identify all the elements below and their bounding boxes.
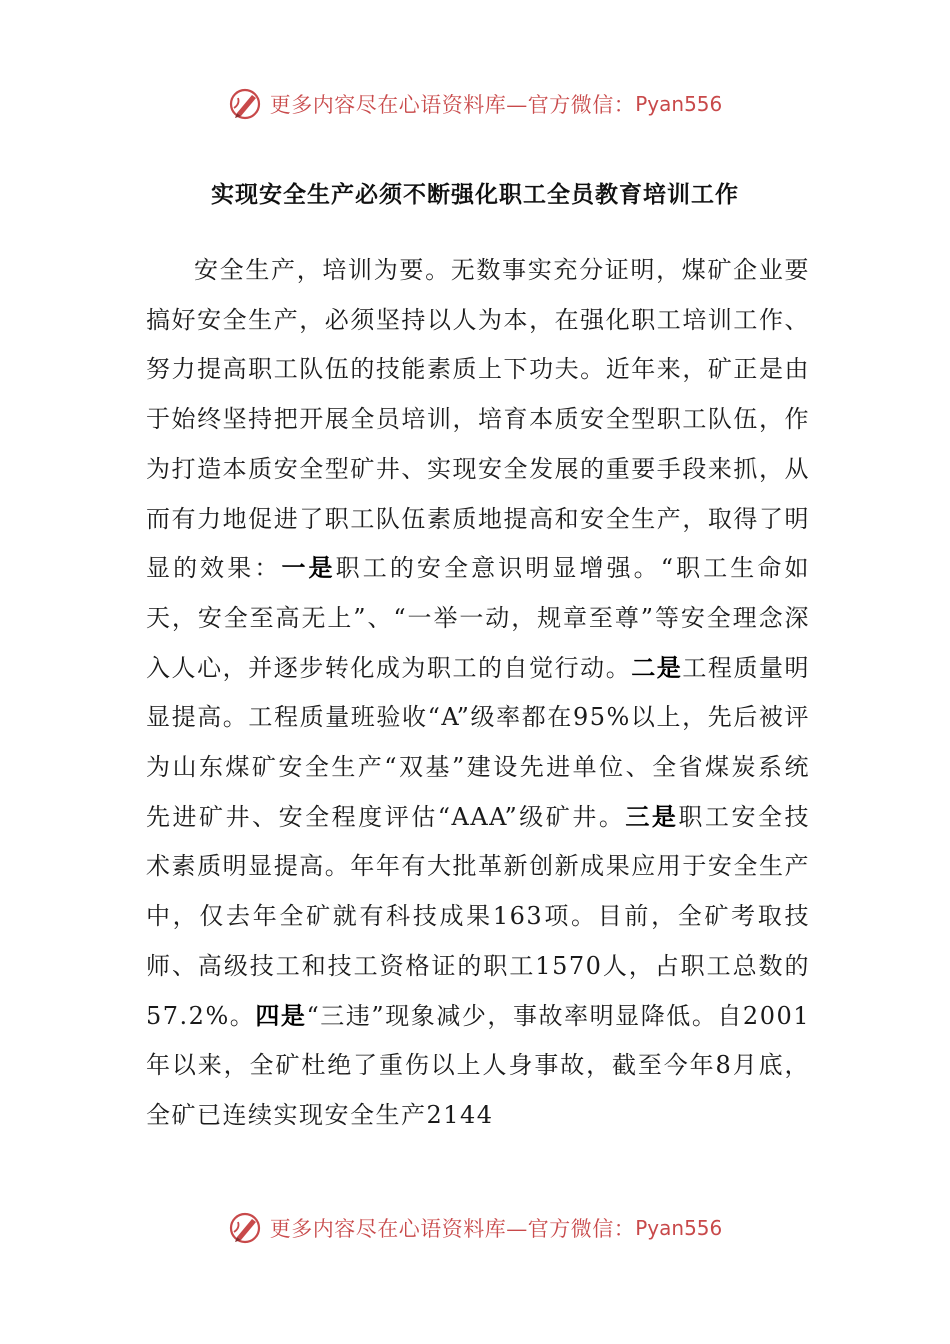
banner-wechat-id: Pyan556 (635, 1216, 723, 1240)
pen-logo-icon (228, 1210, 264, 1246)
paragraph-text: 工程质量明显提高。工程质量班验收“A”级率都在95%以上，先后被评为山东煤矿安全生产“双基”建设先进单位、全省煤炭系统先进矿井、安全程度评估“AAA”级矿井。 (146, 653, 811, 831)
document-title: 实现安全生产必须不断强化职工全员教育培训工作 (211, 182, 739, 208)
banner-text: 更多内容尽在心语资料库—官方微信： (269, 93, 636, 117)
banner-text: 更多内容尽在心语资料库—官方微信： (269, 1217, 636, 1241)
point-label-two: 二是 (631, 653, 683, 682)
banner-wechat-id: Pyan556 (635, 92, 723, 116)
point-label-four: 四是 (255, 1001, 307, 1030)
header-banner (0, 82, 950, 126)
paragraph-text: “三违”现象减少，事故率明显降低。自2001年以来，全矿杜绝了重伤以上人身事故，截至今年8月底，全矿已连续实现安全生产2144 (146, 1001, 811, 1129)
body-paragraph (146, 246, 810, 1141)
paragraph-text: 职工安全技术素质明显提高。年年有大批革新创新成果应用于安全生产中，仅去年全矿就有科技成果163项。目前，全矿考取技师、高级技工和技工资格证的职工1570人，占职工总数的57.2%。 (146, 802, 810, 1030)
footer-banner (0, 1206, 950, 1250)
point-label-three: 三是 (625, 802, 679, 831)
paragraph-text: 安全生产，培训为要。无数事实充分证明，煤矿企业要搞好安全生产，必须坚持以人为本，在强化职工培训工作、努力提高职工队伍的技能素质上下功夫。近年来，矿正是由于始终坚持把开展全员培训，培育本质安全型职工队伍，作为打造本质安全型矿井、实现安全发展的重要手段来抓，从而有力地促进了职工队伍素质地提高和安全生产，取得了明显的效果： (146, 256, 810, 583)
pen-logo-icon (228, 86, 264, 122)
point-label-one: 一是 (281, 554, 336, 583)
paragraph-text: 职工的安全意识明显增强。“职工生命如天，安全至高无上”、“一举一动，规章至尊”等安全理念深入人心，并逐步转化成为职工的自觉行动。 (146, 554, 810, 682)
